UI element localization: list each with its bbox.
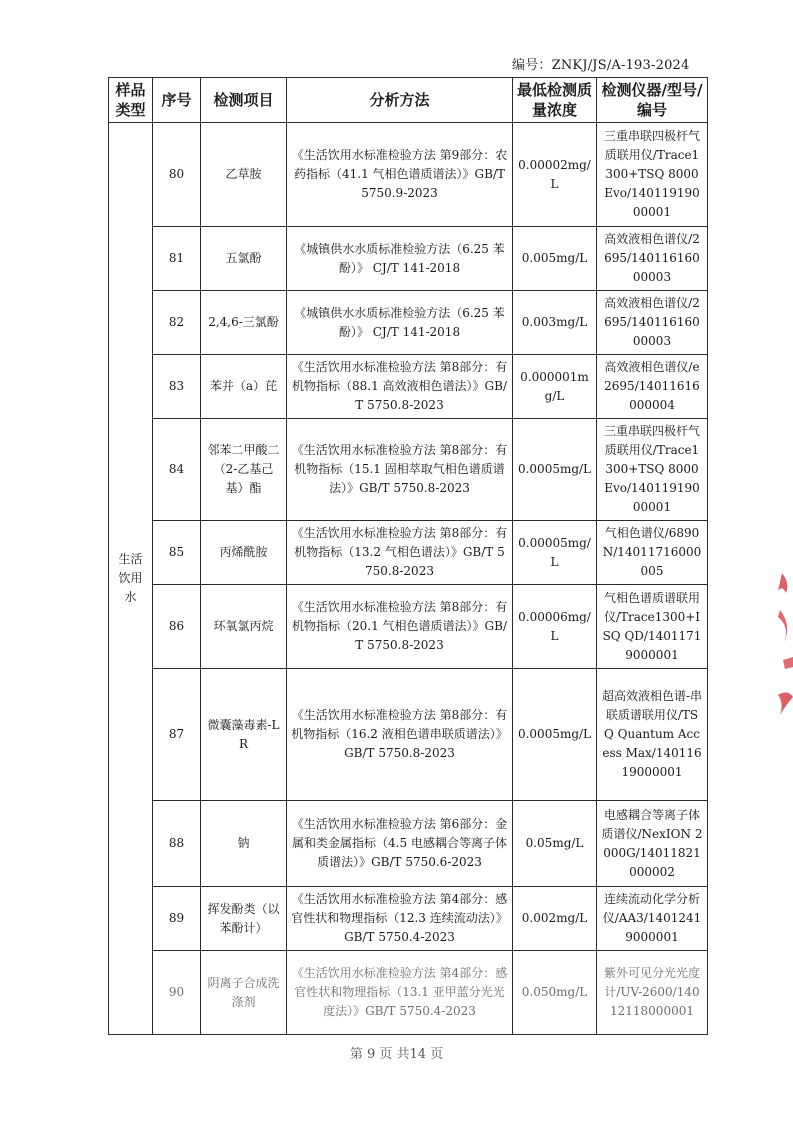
method-cell: 《生活饮用水标准检验方法 第8部分：有机物指标（16.2 液相色谱串联质谱法）》GB/T 5750.8-2023 [287,669,513,801]
item-cell: 2,4,6-三氯酚 [201,291,287,355]
item-cell: 钠 [201,801,287,887]
limit-cell: 0.005mg/L [513,227,597,291]
instrument-cell: 连续流动化学分析仪/AA3/14012419000001 [597,887,708,951]
table-row [109,801,708,887]
seq-cell: 90 [153,951,201,1035]
table-row [109,355,708,419]
limit-cell: 0.00005mg/L [513,521,597,585]
method-cell: 《生活饮用水标准检验方法 第8部分：有机物指标（13.2 气相色谱法）》GB/T 5750.8-2023 [287,521,513,585]
limit-cell: 0.0005mg/L [513,669,597,801]
inspection-table [108,77,708,1035]
table-row [109,227,708,291]
table-row [109,669,708,801]
instrument-cell: 电感耦合等离子体质谱仪/NexION 2000G/14011821000002 [597,801,708,887]
page-footer: 第 9 页 共14 页 [349,1047,444,1062]
limit-cell: 0.00006mg/L [513,585,597,669]
header-seq: 序号 [153,78,201,123]
seq-cell: 80 [153,123,201,227]
table-header-row [109,78,708,123]
instrument-cell: 三重串联四极杆气质联用仪/Trace1300+TSQ 8000Evo/14011919000001 [597,419,708,521]
method-cell: 《生活饮用水标准检验方法 第9部分：农药指标（41.1 气相色谱质谱法）》GB/T 5750.9-2023 [287,123,513,227]
item-cell: 苯并（a）芘 [201,355,287,419]
instrument-cell: 气相色谱仪/6890N/14011716000005 [597,521,708,585]
method-cell: 《生活饮用水标准检验方法 第8部分：有机物指标（88.1 高效液相色谱法）》GB/T 5750.8-2023 [287,355,513,419]
sample-type-cell: 生活饮用水 [109,123,153,1035]
instrument-cell: 紫外可见分光光度计/UV-2600/14012118000001 [597,951,708,1035]
table-row [109,123,708,227]
item-cell: 五氯酚 [201,227,287,291]
header-item: 检测项目 [201,78,287,123]
method-cell: 《城镇供水水质标准检验方法（6.25 苯酚）》 CJ/T 141-2018 [287,291,513,355]
item-cell: 阴离子合成洗涤剂 [201,951,287,1035]
instrument-cell: 三重串联四极杆气质联用仪/Trace1300+TSQ 8000Evo/14011919000001 [597,123,708,227]
item-cell: 邻苯二甲酸二（2-乙基己基）酯 [201,419,287,521]
item-cell: 乙草胺 [201,123,287,227]
instrument-cell: 高效液相色谱仪/2695/14011616000003 [597,227,708,291]
seq-cell: 85 [153,521,201,585]
seq-cell: 81 [153,227,201,291]
method-cell: 《生活饮用水标准检验方法 第4部分：感官性状和物理指标（12.3 连续流动法）》GB/T 5750.4-2023 [287,887,513,951]
method-cell: 《生活饮用水标准检验方法 第8部分：有机物指标（20.1 气相色谱质谱法）》GB/T 5750.8-2023 [287,585,513,669]
limit-cell: 0.050mg/L [513,951,597,1035]
limit-cell: 0.05mg/L [513,801,597,887]
item-cell: 微囊藻毒素-LR [201,669,287,801]
item-cell: 挥发酚类（以苯酚计） [201,887,287,951]
seq-cell: 82 [153,291,201,355]
seq-cell: 86 [153,585,201,669]
header-sample-type: 样品类型 [109,78,153,123]
table-row [109,951,708,1035]
seq-cell: 84 [153,419,201,521]
table-row [109,887,708,951]
seq-cell: 89 [153,887,201,951]
document-number: 编号：ZNKJ/JS/A-193-2024 [512,58,690,73]
item-cell: 丙烯酰胺 [201,521,287,585]
method-cell: 《生活饮用水标准检验方法 第8部分：有机物指标（15.1 固相萃取气相色谱质谱法）》GB/T 5750.8-2023 [287,419,513,521]
method-cell: 《生活饮用水标准检验方法 第6部分：金属和类金属指标（4.5 电感耦合等离子体质谱法）》GB/T 5750.6-2023 [287,801,513,887]
limit-cell: 0.00002mg/L [513,123,597,227]
instrument-cell: 高效液相色谱仪/2695/14011616000003 [597,291,708,355]
item-cell: 环氧氯丙烷 [201,585,287,669]
table-row [109,521,708,585]
header-method: 分析方法 [287,78,513,123]
limit-cell: 0.002mg/L [513,887,597,951]
instrument-cell: 超高效液相色谱-串联质谱联用仪/TSQ Quantum Access Max/14011619000001 [597,669,708,801]
limit-cell: 0.0005mg/L [513,419,597,521]
seq-cell: 88 [153,801,201,887]
table-row [109,419,708,521]
limit-cell: 0.003mg/L [513,291,597,355]
seal-stamp-fragment [752,565,793,735]
method-cell: 《城镇供水水质标准检验方法（6.25 苯酚）》 CJ/T 141-2018 [287,227,513,291]
table-row [109,291,708,355]
table-row [109,585,708,669]
header-instrument: 检测仪器/型号/编号 [597,78,708,123]
seq-cell: 83 [153,355,201,419]
header-limit: 最低检测质量浓度 [513,78,597,123]
limit-cell: 0.000001mg/L [513,355,597,419]
instrument-cell: 气相色谱质谱联用仪/Trace1300+ISQ QD/14011719000001 [597,585,708,669]
method-cell: 《生活饮用水标准检验方法 第4部分：感官性状和物理指标（13.1 亚甲蓝分光光度法）》GB/T 5750.4-2023 [287,951,513,1035]
seq-cell: 87 [153,669,201,801]
instrument-cell: 高效液相色谱仪/e2695/14011616000004 [597,355,708,419]
